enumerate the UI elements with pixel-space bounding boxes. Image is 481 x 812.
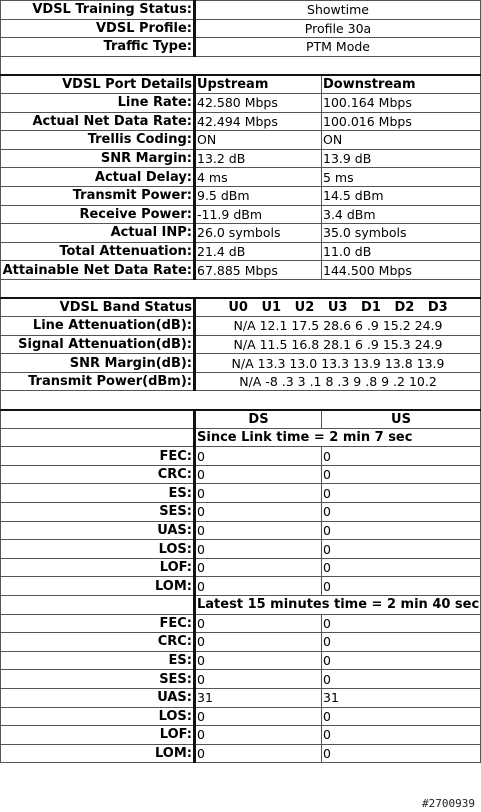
counter-ds: 0 <box>195 465 322 484</box>
port-row-upstream: 26.0 symbols <box>195 224 322 243</box>
port-row <box>1 261 481 280</box>
port-row-label: Actual Net Data Rate: <box>1 112 195 131</box>
counter-us: 0 <box>322 521 481 540</box>
counter-label: LOM: <box>1 577 195 596</box>
counter-us: 0 <box>322 577 481 596</box>
port-row <box>1 93 481 112</box>
training-status-row <box>1 1 481 20</box>
spacer-row <box>1 279 481 298</box>
port-row-upstream: 42.494 Mbps <box>195 112 322 131</box>
counter-label: SES: <box>1 503 195 522</box>
counter-label: CRC: <box>1 465 195 484</box>
counter-label: ES: <box>1 651 195 670</box>
port-row-upstream: 42.580 Mbps <box>195 93 322 112</box>
counter-label: ES: <box>1 484 195 503</box>
latest15-blank <box>1 596 195 615</box>
counter-us: 0 <box>322 465 481 484</box>
band-row-label: Signal Attenuation(dB): <box>1 335 195 354</box>
port-row-upstream: 21.4 dB <box>195 242 322 261</box>
port-row-downstream: 11.0 dB <box>322 242 481 261</box>
band-row-values: N/A 11.5 16.8 28.1 6 .9 15.3 24.9 <box>195 335 481 354</box>
traffic-type-row <box>1 38 481 57</box>
band-row <box>1 354 481 373</box>
counter-row <box>1 744 481 763</box>
port-row-label: SNR Margin: <box>1 149 195 168</box>
band-row-label: Line Attenuation(dB): <box>1 317 195 336</box>
counter-us: 0 <box>322 540 481 559</box>
counter-us: 0 <box>322 503 481 522</box>
port-row-upstream: 4 ms <box>195 168 322 187</box>
spacer-cell <box>1 391 481 410</box>
counter-row <box>1 688 481 707</box>
counter-ds: 0 <box>195 633 322 652</box>
counters-header-blank <box>1 410 195 429</box>
port-row-upstream: 13.2 dB <box>195 149 322 168</box>
counter-label: LOM: <box>1 744 195 763</box>
counter-row <box>1 465 481 484</box>
counter-label: FEC: <box>1 447 195 466</box>
port-row-upstream: 67.885 Mbps <box>195 261 322 280</box>
counter-row <box>1 447 481 466</box>
traffic-type-label: Traffic Type: <box>1 38 195 57</box>
port-row-downstream: 144.500 Mbps <box>322 261 481 280</box>
port-row-upstream: -11.9 dBm <box>195 205 322 224</box>
counter-ds: 0 <box>195 503 322 522</box>
counter-ds: 0 <box>195 521 322 540</box>
port-row-downstream: 35.0 symbols <box>322 224 481 243</box>
port-row-downstream: 3.4 dBm <box>322 205 481 224</box>
counter-label: CRC: <box>1 633 195 652</box>
port-row <box>1 168 481 187</box>
training-status-label: VDSL Training Status: <box>1 1 195 20</box>
counter-row <box>1 614 481 633</box>
port-row-upstream: 9.5 dBm <box>195 186 322 205</box>
since-link-row <box>1 428 481 447</box>
band-row <box>1 372 481 391</box>
ds-header: DS <box>195 410 322 429</box>
counter-ds: 0 <box>195 447 322 466</box>
counter-row <box>1 707 481 726</box>
port-row-label: Trellis Coding: <box>1 131 195 150</box>
band-row <box>1 317 481 336</box>
us-header: US <box>322 410 481 429</box>
port-details-header-row <box>1 75 481 94</box>
port-row-upstream: ON <box>195 131 322 150</box>
port-row-downstream: 14.5 dBm <box>322 186 481 205</box>
port-row-label: Attainable Net Data Rate: <box>1 261 195 280</box>
port-row-downstream: 13.9 dB <box>322 149 481 168</box>
counter-us: 0 <box>322 651 481 670</box>
port-row-label: Total Attenuation: <box>1 242 195 261</box>
port-row-downstream: 100.164 Mbps <box>322 93 481 112</box>
since-link-blank <box>1 428 195 447</box>
counter-ds: 0 <box>195 726 322 745</box>
counter-us: 0 <box>322 447 481 466</box>
counter-ds: 0 <box>195 670 322 689</box>
counter-ds: 0 <box>195 614 322 633</box>
band-row-label: SNR Margin(dB): <box>1 354 195 373</box>
counter-ds: 0 <box>195 577 322 596</box>
band-names-header: U0 U1 U2 U3 D1 D2 D3 <box>195 298 481 317</box>
counter-row <box>1 484 481 503</box>
vdsl-profile-value: Profile 30a <box>195 19 481 38</box>
counter-label: UAS: <box>1 521 195 540</box>
spacer-row <box>1 56 481 75</box>
band-row-label: Transmit Power(dBm): <box>1 372 195 391</box>
port-row-downstream: ON <box>322 131 481 150</box>
counter-ds: 0 <box>195 484 322 503</box>
counter-us: 0 <box>322 744 481 763</box>
latest15-row <box>1 596 481 615</box>
port-row <box>1 112 481 131</box>
counter-label: LOS: <box>1 707 195 726</box>
counter-ds: 31 <box>195 688 322 707</box>
counter-row <box>1 577 481 596</box>
watermark-text: #2700939 <box>422 797 475 810</box>
counter-us: 31 <box>322 688 481 707</box>
counter-ds: 0 <box>195 651 322 670</box>
upstream-header: Upstream <box>195 75 322 94</box>
port-row <box>1 131 481 150</box>
since-link-title: Since Link time = 2 min 7 sec <box>195 428 481 447</box>
port-row-downstream: 100.016 Mbps <box>322 112 481 131</box>
counter-label: UAS: <box>1 688 195 707</box>
counter-ds: 0 <box>195 744 322 763</box>
downstream-header: Downstream <box>322 75 481 94</box>
port-details-header: VDSL Port Details <box>1 75 195 94</box>
port-row-label: Line Rate: <box>1 93 195 112</box>
counter-label: LOF: <box>1 726 195 745</box>
port-row-label: Actual INP: <box>1 224 195 243</box>
latest15-title: Latest 15 minutes time = 2 min 40 sec <box>195 596 481 615</box>
band-status-header-row <box>1 298 481 317</box>
counter-row <box>1 503 481 522</box>
spacer-cell <box>1 279 481 298</box>
counter-row <box>1 540 481 559</box>
counter-row <box>1 726 481 745</box>
band-row-values: N/A 12.1 17.5 28.6 6 .9 15.2 24.9 <box>195 317 481 336</box>
band-row <box>1 335 481 354</box>
port-row <box>1 205 481 224</box>
counter-label: SES: <box>1 670 195 689</box>
counter-us: 0 <box>322 670 481 689</box>
counter-us: 0 <box>322 726 481 745</box>
port-row-downstream: 5 ms <box>322 168 481 187</box>
vdsl-profile-label: VDSL Profile: <box>1 19 195 38</box>
counter-row <box>1 651 481 670</box>
port-row-label: Receive Power: <box>1 205 195 224</box>
counters-header-row <box>1 410 481 429</box>
traffic-type-value: PTM Mode <box>195 38 481 57</box>
training-status-value: Showtime <box>195 1 481 20</box>
counter-row <box>1 521 481 540</box>
counter-row <box>1 558 481 577</box>
port-row <box>1 149 481 168</box>
vdsl-profile-row <box>1 19 481 38</box>
port-row-label: Actual Delay: <box>1 168 195 187</box>
port-row-label: Transmit Power: <box>1 186 195 205</box>
band-status-header: VDSL Band Status <box>1 298 195 317</box>
counter-ds: 0 <box>195 540 322 559</box>
counter-us: 0 <box>322 707 481 726</box>
counter-label: FEC: <box>1 614 195 633</box>
counter-row <box>1 633 481 652</box>
port-row <box>1 242 481 261</box>
spacer-row <box>1 391 481 410</box>
counter-ds: 0 <box>195 707 322 726</box>
counter-us: 0 <box>322 558 481 577</box>
counter-us: 0 <box>322 614 481 633</box>
counter-us: 0 <box>322 633 481 652</box>
counter-label: LOS: <box>1 540 195 559</box>
counter-us: 0 <box>322 484 481 503</box>
counter-ds: 0 <box>195 558 322 577</box>
counter-label: LOF: <box>1 558 195 577</box>
band-row-values: N/A -8 .3 3 .1 8 .3 9 .8 9 .2 10.2 <box>195 372 481 391</box>
counter-row <box>1 670 481 689</box>
port-row <box>1 224 481 243</box>
spacer-cell <box>1 56 481 75</box>
band-row-values: N/A 13.3 13.0 13.3 13.9 13.8 13.9 <box>195 354 481 373</box>
port-row <box>1 186 481 205</box>
